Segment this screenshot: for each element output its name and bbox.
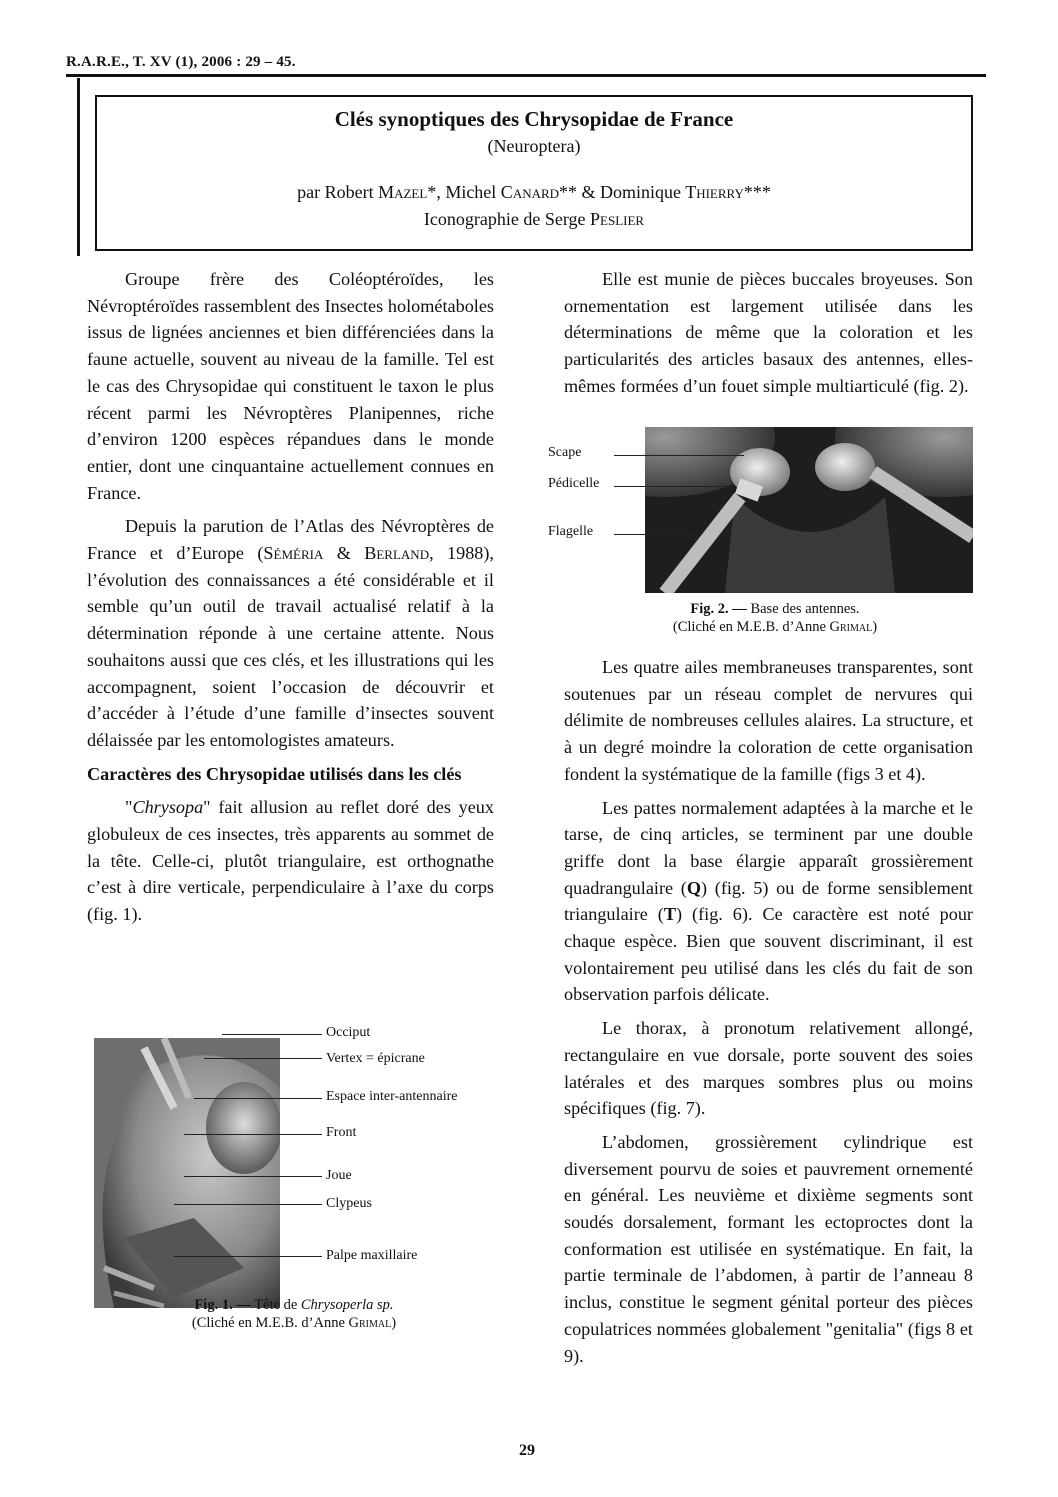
iconography-prefix: Iconographie de Serge P [423, 209, 601, 229]
label-joue: Joue [326, 1168, 352, 1183]
fig2-caption-credit-sc: rimal [840, 619, 873, 635]
label-front: Front [326, 1125, 357, 1140]
authors-prefix: par Robert M [297, 182, 395, 202]
leader-line-inter-antennaire [194, 1098, 322, 1099]
left-p2-text-b: , 1988), l’évolution des connaissances a été considérable et il semble qu’un outil de travail actualisé relatif à la détermination réponde à une certaine attente. Nous souhaitons aussi que ces clés, et les illustrations qui les accompagnent, soient l’occasion de découvrir et d’accéder à l’étude d’une famille d’insectes souvent délaissée par les entomologistes amateurs. [87, 543, 494, 750]
fig1-caption-credit-sc: rimal [359, 1315, 392, 1331]
right-p3-bold-t: T [663, 904, 676, 925]
fig2-caption-credit-a: (Cliché en M.E.B. d’Anne G [672, 619, 841, 635]
left-p3-text-a: " [125, 797, 133, 818]
left-paragraph-1: Groupe frère des Coléoptéroïdes, les Névroptéroïdes rassemblent des Insectes holométaboles issus de lignées anciennes et bien différenciées dans la faune actuelle, souvent au niveau de la famille. Tel est le cas des Chrysopidae qui constituent le taxon le plus récent parmi les Névroptères Planipennes, riche d’environ 1200 espèces répandues dans le monde entier, dont une cinquantaine actuellement connues en France. [87, 269, 494, 503]
right-p3-text-a: Les pattes normalement adaptées à la marche et le tarse, de cinq articles, se terminent par une double griffe dont la base élargie apparaît grossièrement quadrangulaire ( [564, 797, 973, 898]
author-line [97, 179, 971, 233]
author2-smallcaps: anard [512, 182, 560, 202]
label-espace-inter-antennaire: Espace inter-antennaire [326, 1089, 458, 1104]
leader-line-flagelle [614, 534, 694, 535]
left-column [87, 266, 494, 935]
fig1-caption-credit-b: ) [391, 1315, 397, 1331]
figure-2-image [645, 427, 973, 593]
left-p2-text-a: Depuis la parution de l’Atlas des Névroptères de France et d’Europe ( [87, 516, 494, 564]
left-p3-italic: Chrysopa [132, 797, 204, 818]
authors-suffix: *** [743, 182, 771, 202]
section-heading: Caractères des Chrysopidae utilisés dans les clés [87, 763, 462, 784]
leader-line-vertex [204, 1058, 322, 1059]
right-p3-bold-q: Q [686, 877, 701, 898]
label-vertex: Vertex = épicrane [326, 1051, 425, 1066]
fig1-caption-text: Tête de [250, 1297, 301, 1313]
fig1-caption-credit-a: (Cliché en M.E.B. d’Anne G [191, 1315, 360, 1331]
right-paragraph-2: Les quatre ailes membraneuses transparentes, sont soutenues par un réseau complet de nervures qui délimite de nombreuses cellules alaires. La structure, et à un degré moindre la coloration de cette organisation fondent la systématique de la famille (figs 3 et 4). [564, 657, 973, 784]
left-p2-smallcaps: Séméria & Berland [263, 543, 430, 564]
title-box [95, 95, 973, 251]
left-margin-rule [77, 78, 80, 256]
label-occiput: Occiput [326, 1025, 371, 1040]
author3-smallcaps: hierry [696, 182, 744, 202]
label-palpe-maxillaire: Palpe maxillaire [326, 1248, 418, 1263]
leader-line-front [184, 1134, 322, 1135]
page-number: 29 [519, 1442, 535, 1459]
leader-line-scape [614, 455, 744, 456]
label-flagelle: Flagelle [548, 524, 594, 539]
right-paragraph-1: Elle est munie de pièces buccales broyeuses. Son ornementation est largement utilisée dans les déterminations de même que la coloration et les particularités des articles basaux des antennes, elles-mêmes formées d’un fouet simple multiarticulé (fig. 2). [564, 269, 973, 396]
antenna-base-photo-icon [645, 427, 973, 593]
article-subtitle: (Neuroptera) [487, 136, 581, 156]
fig2-caption-text: Base des antennes. [746, 601, 860, 617]
left-p3-text-b: " fait allusion au reflet doré des yeux globuleux de ces insectes, très apparents au sommet de la tête. Celle-ci, plutôt triangulaire, est orthognathe c’est à dire verticale, perpendiculaire à l’axe du corps (fig. 1). [87, 797, 494, 925]
figure-1-caption [94, 1296, 494, 1332]
leader-line-occiput [222, 1034, 322, 1035]
label-pedicelle: Pédicelle [548, 476, 600, 491]
authors-mid2: ** & Dominique T [559, 182, 697, 202]
authors-mid1: *, Michel C [427, 182, 513, 202]
figure-2-caption [610, 600, 940, 636]
leader-line-joue [184, 1176, 322, 1177]
insect-head-photo-icon [94, 1038, 280, 1308]
left-paragraph-3 [87, 794, 494, 928]
fig2-caption-credit-b: ) [872, 619, 878, 635]
author1-smallcaps: azel [394, 182, 428, 202]
figure-1-image [94, 1038, 280, 1308]
right-paragraph-5: L’abdomen, grossièrement cylindrique est diversement pourvu de soies et pauvrement ornementé en général. Les neuvième et dixième segments sont soudés dorsalement, formant les ectoproctes dont la conformation est utilisée en systématique. En fait, la partie terminale de l’abdomen, à partir de l’anneau 8 inclus, constitue le segment génital porteur des pièces copulatrices nommées globalement "genitalia" (figs 8 et 9). [564, 1131, 973, 1366]
right-paragraph-3 [564, 795, 973, 1009]
fig2-caption-number: Fig. 2. — [690, 601, 747, 617]
iconography-smallcaps: eslier [600, 209, 645, 229]
fig1-caption-italic: Chrysoperla sp. [300, 1297, 394, 1313]
leader-line-pedicelle [614, 486, 732, 487]
label-clypeus: Clypeus [326, 1196, 372, 1211]
right-p3-text-b: ) (fig. 5) ou de forme sensiblement triangulaire ( [564, 877, 973, 925]
label-scape: Scape [548, 445, 582, 460]
right-p3-text-c: ) (fig. 6). Ce caractère est noté pour chaque espèce. Bien que souvent discriminant, il est volontairement peu utilisé dans les clés du fait de son observation parfois délicate. [564, 904, 973, 1005]
header-rule [66, 74, 986, 77]
fig1-caption-number: Fig. 1. — [194, 1297, 251, 1313]
running-head: R.A.R.E., T. XV (1), 2006 : 29 – 45. [66, 54, 296, 70]
right-column-top [564, 266, 973, 407]
left-paragraph-2 [87, 513, 494, 753]
article-title: Clés synoptiques des Chrysopidae de France [334, 107, 734, 131]
right-column-bottom [564, 654, 973, 1376]
leader-line-palpe [174, 1256, 322, 1257]
right-paragraph-4: Le thorax, à pronotum relativement allongé, rectangulaire en vue dorsale, porte souvent des soies latérales et des marques sombres plus ou moins spécifiques (fig. 7). [564, 1018, 973, 1119]
leader-line-clypeus [174, 1204, 322, 1205]
